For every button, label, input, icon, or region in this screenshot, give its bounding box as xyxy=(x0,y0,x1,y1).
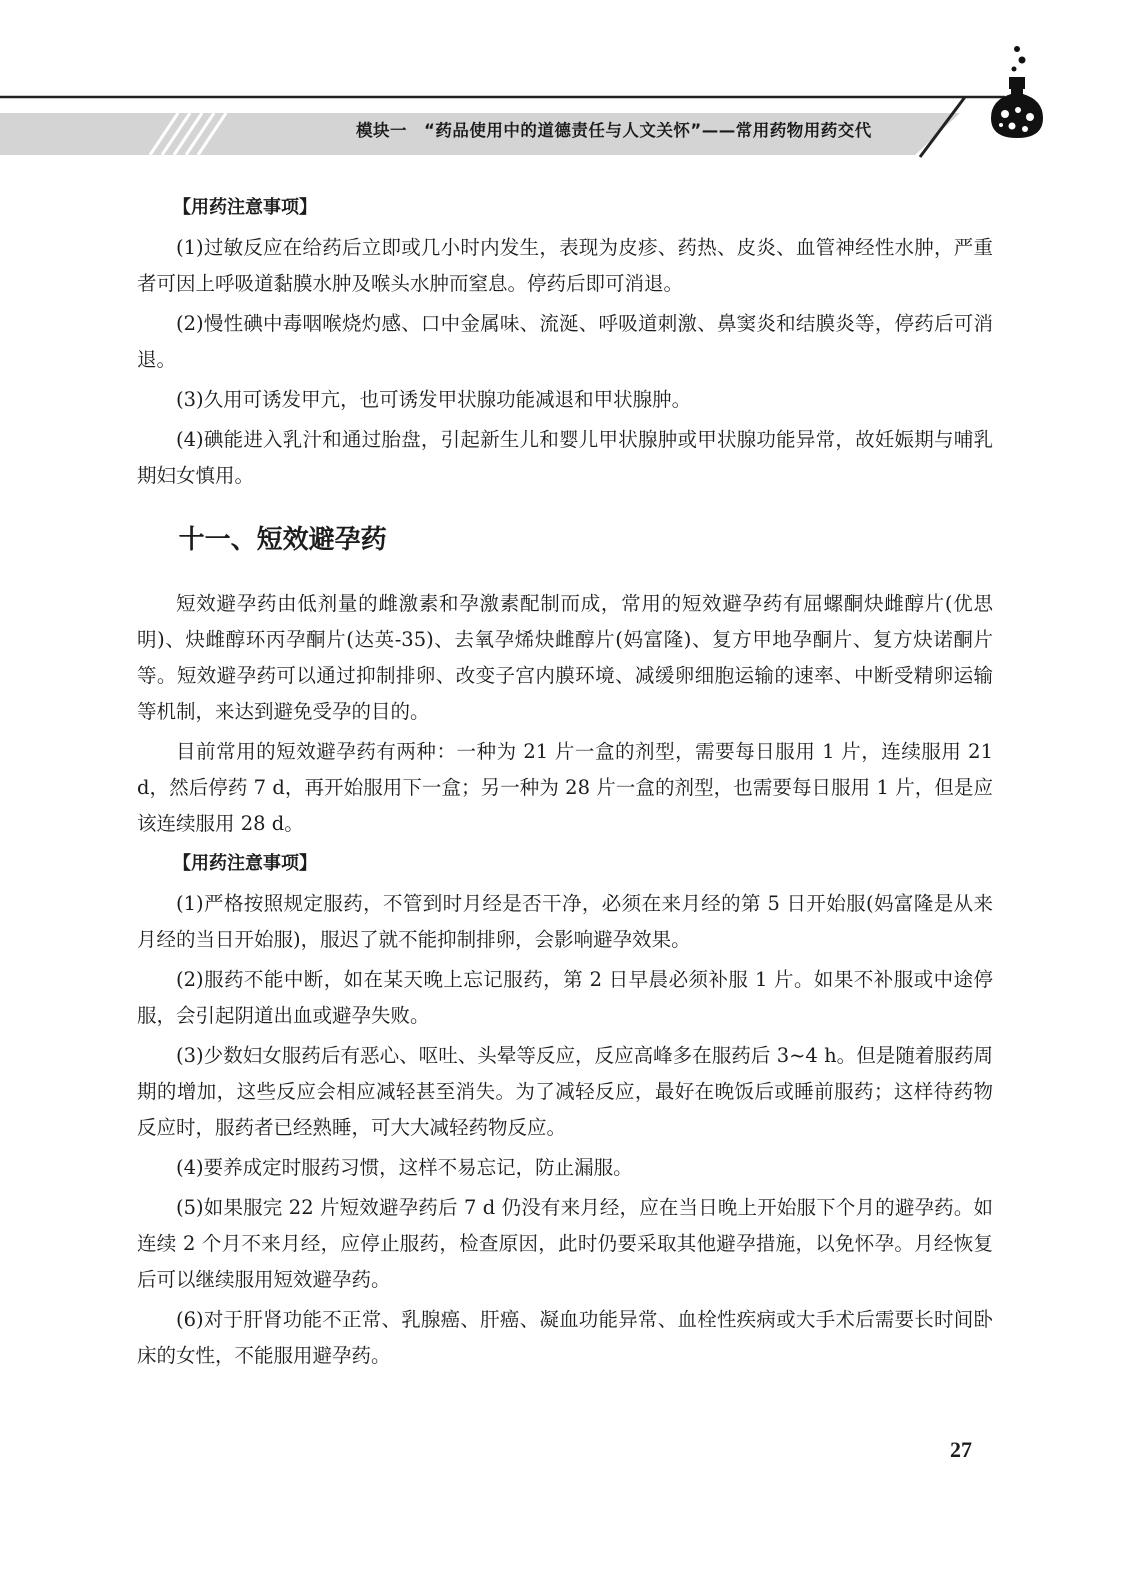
page-header xyxy=(0,0,1127,180)
precaution-item: (4)要养成定时服药习惯，这样不易忘记，防止漏服。 xyxy=(176,1156,633,1179)
precaution-item: (2)服药不能中断，如在某天晚上忘记服药，第 2 日早晨必须补服 1 片。如果不补服或中途停服，会引起阴道出血或避孕失败。 xyxy=(137,968,993,1027)
precaution-item: (3)少数妇女服药后有恶心、呕吐、头晕等反应，反应高峰多在服药后 3~4 h。但是随着服药周期的增加，这些反应会相应减轻甚至消失。为了减轻反应，最好在晚饭后或睡前服药；这样待药物反应时，服药者已经熟睡，可大大减轻药物反应。 xyxy=(137,1044,993,1139)
flask-icon xyxy=(991,46,1043,138)
page-number: 27 xyxy=(950,1437,972,1462)
intro-paragraph: 目前常用的短效避孕药有两种：一种为 21 片一盒的剂型，需要每日服用 1 片，连续服用 21 d，然后停药 7 d，再开始服用下一盒；另一种为 28 片一盒的剂型，也需要每日服用 1 片，但是应该连续服用 28 d。 xyxy=(137,740,993,835)
header-banner xyxy=(0,0,1127,180)
precaution-item: (6)对于肝肾功能不正常、乳腺癌、肝癌、凝血功能异常、血栓性疾病或大手术后需要长时间卧床的女性，不能服用避孕药。 xyxy=(137,1308,993,1367)
precautions-label: 【用药注意事项】 xyxy=(173,197,317,218)
precaution-item: (3)久用可诱发甲亢，也可诱发甲状腺功能减退和甲状腺肿。 xyxy=(176,388,692,411)
precaution-item: (2)慢性碘中毒咽喉烧灼感、口中金属味、流涎、呼吸道刺激、鼻窦炎和结膜炎等，停药后可消退。 xyxy=(137,312,993,371)
intro-paragraph: 短效避孕药由低剂量的雌激素和孕激素配制而成，常用的短效避孕药有屈螺酮炔雌醇片(优思明)、炔雌醇环丙孕酮片(达英-35)、去氧孕烯炔雌醇片(妈富隆)、复方甲地孕酮片、复方炔诺酮片等。短效避孕药可以通过抑制排卵、改变子宫内膜环境、减缓卵细胞运输的速率、中断受精卵运输等机制，来达到避免受孕的目的。 xyxy=(137,592,993,723)
page-body xyxy=(137,190,993,1378)
precaution-item: (1)过敏反应在给药后立即或几小时内发生，表现为皮疹、药热、皮炎、血管神经性水肿，严重者可因上呼吸道黏膜水肿及喉头水肿而窒息。停药后即可消退。 xyxy=(137,236,993,295)
precaution-item: (4)碘能进入乳汁和通过胎盘，引起新生儿和婴儿甲状腺肿或甲状腺功能异常，故妊娠期与哺乳期妇女慎用。 xyxy=(137,428,993,487)
section-heading: 十一、短效避孕药 xyxy=(178,525,387,555)
precaution-item: (1)严格按照规定服药，不管到时月经是否干净，必须在来月经的第 5 日开始服(妈富隆是从来月经的当日开始服)，服迟了就不能抑制排卵，会影响避孕效果。 xyxy=(137,892,993,951)
header-title: 模块一 “药品使用中的道德责任与人文关怀”——常用药物用药交代 xyxy=(356,121,872,140)
precaution-item: (5)如果服完 22 片短效避孕药后 7 d 仍没有来月经，应在当日晚上开始服下个月的避孕药。如连续 2 个月不来月经，应停止服药，检查原因，此时仍要采取其他避孕措施，以免怀孕。月经恢复后可以继续服用短效避孕药。 xyxy=(137,1196,993,1291)
precautions-label: 【用药注意事项】 xyxy=(173,853,317,874)
